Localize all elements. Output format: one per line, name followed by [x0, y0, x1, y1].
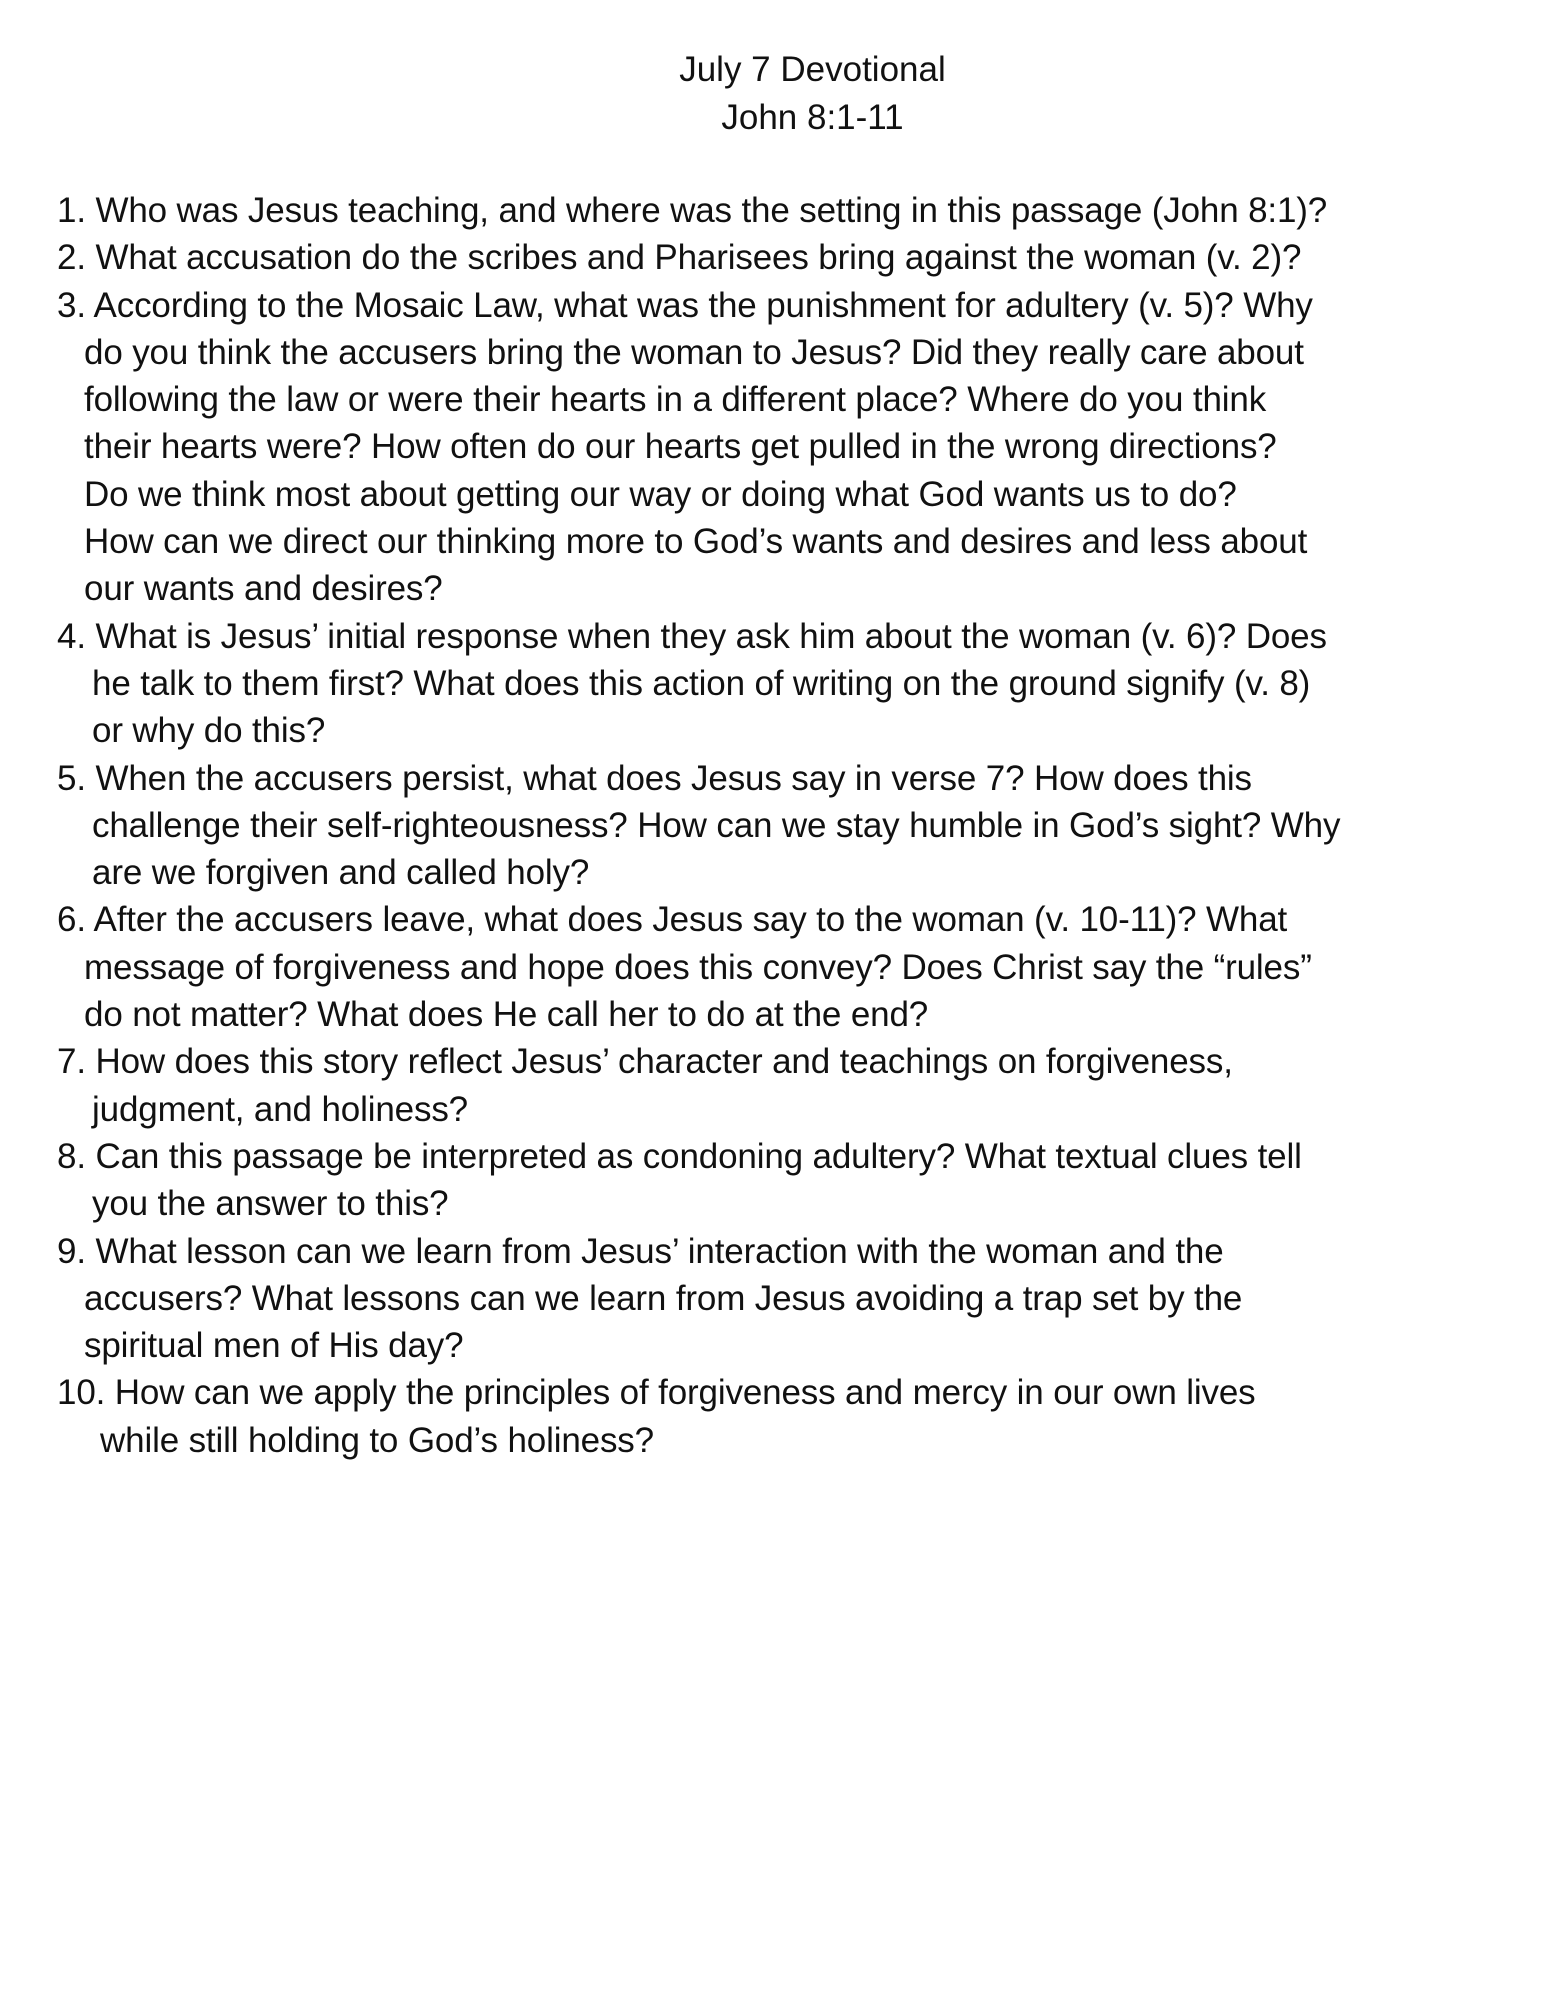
question-line: while still holding to God’s holiness?	[100, 1420, 654, 1460]
question-line: challenge their self-righteousness? How can we stay humble in God’s sight? Why	[92, 805, 1341, 845]
question-line: 10. How can we apply the principles of forgiveness and mercy in our own lives	[57, 1373, 1256, 1413]
question-line: 7. How does this story reflect Jesus’ character and teachings on forgiveness,	[57, 1042, 1233, 1082]
document-header	[0, 46, 1545, 142]
question-line: How can we direct our thinking more to God’s wants and desires and less about	[84, 522, 1308, 562]
question-line: or why do this?	[92, 711, 326, 751]
question-line: do you think the accusers bring the woman to Jesus? Did they really care about	[84, 332, 1304, 372]
question-line: 5. When the accusers persist, what does Jesus say in verse 7? How does this	[57, 758, 1252, 798]
question-line: judgment, and holiness?	[92, 1089, 468, 1129]
question-3	[57, 282, 1497, 613]
question-line: 9. What lesson can we learn from Jesus’ interaction with the woman and the	[57, 1231, 1224, 1271]
question-line: he talk to them first? What does this action of writing on the ground signify (v. 8)	[92, 663, 1311, 703]
question-1	[57, 187, 1497, 234]
question-6	[57, 896, 1497, 1038]
question-line: Do we think most about getting our way or doing what God wants us to do?	[84, 474, 1237, 514]
question-line: 3. According to the Mosaic Law, what was the punishment for adultery (v. 5)? Why	[57, 285, 1313, 325]
question-4	[57, 613, 1497, 755]
question-line: 6. After the accusers leave, what does Jesus say to the woman (v. 10-11)? What	[57, 900, 1288, 940]
question-line: you the answer to this?	[92, 1184, 449, 1224]
question-line: 1. Who was Jesus teaching, and where was the setting in this passage (John 8:1)?	[57, 191, 1328, 230]
question-9	[57, 1228, 1497, 1370]
question-line: our wants and desires?	[84, 569, 443, 609]
question-8	[57, 1133, 1497, 1228]
question-7	[57, 1038, 1497, 1133]
question-line: do not matter? What does He call her to do at the end?	[84, 995, 929, 1035]
question-10	[57, 1369, 1497, 1464]
question-line: 8. Can this passage be interpreted as condoning adultery? What textual clues tell	[57, 1136, 1302, 1176]
question-line: are we forgiven and called holy?	[92, 853, 590, 893]
question-line: 4. What is Jesus’ initial response when they ask him about the woman (v. 6)? Does	[57, 616, 1327, 656]
question-line: spiritual men of His day?	[84, 1326, 464, 1366]
question-5	[57, 755, 1497, 897]
question-line: accusers? What lessons can we learn from Jesus avoiding a trap set by the	[84, 1278, 1243, 1318]
question-line: 2. What accusation do the scribes and Pharisees bring against the woman (v. 2)?	[57, 238, 1302, 278]
document-title: July 7 Devotional	[679, 50, 946, 89]
question-2	[57, 234, 1497, 281]
question-list	[57, 187, 1497, 1464]
question-line: message of forgiveness and hope does this convey? Does Christ say the “rules”	[84, 947, 1312, 987]
question-line: following the law or were their hearts in a different place? Where do you think	[84, 380, 1267, 420]
question-line: their hearts were? How often do our hearts get pulled in the wrong directions?	[84, 427, 1277, 467]
scripture-reference: John 8:1-11	[721, 98, 904, 137]
